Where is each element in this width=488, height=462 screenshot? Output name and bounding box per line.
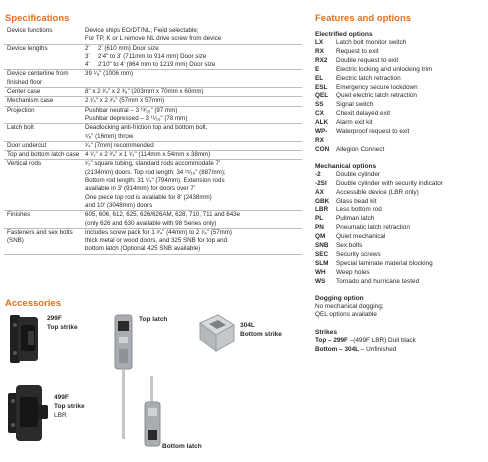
option-row	[315, 233, 485, 242]
option-description: Double cylinder	[336, 170, 381, 178]
spec-row	[4, 97, 302, 106]
spec-length-desc: 2' (610 mm) Door size	[98, 44, 159, 52]
top-latch-name: Top latch	[139, 316, 168, 323]
strike-bottom-detail: – Unfinished	[359, 346, 397, 354]
option-row	[315, 215, 485, 224]
option-description: Double request to exit	[336, 56, 399, 64]
spec-value-line: available in 3' (914mm) for doors over 7'	[85, 185, 196, 193]
features-panel	[315, 30, 485, 355]
spec-label: Center case	[7, 88, 41, 96]
bottom-latch-image	[142, 376, 164, 448]
spec-length-desc: 2'10" to 4' (864 mm to 1219 mm) Door size	[98, 61, 216, 69]
option-code: RX2	[315, 56, 328, 64]
electrified-options-title: Electrified options	[315, 31, 373, 38]
spec-row	[4, 107, 302, 125]
accessories-heading: Accessories	[5, 298, 61, 309]
spec-label: Latch bolt	[7, 124, 34, 132]
option-row	[315, 198, 485, 207]
spec-value	[84, 45, 302, 70]
option-row	[315, 171, 485, 180]
option-row	[315, 128, 485, 146]
spec-row	[4, 45, 302, 71]
bottom-strike-304l-code: 304L	[240, 322, 255, 329]
option-code: CON	[315, 145, 330, 153]
option-description: Alarm exit kit	[336, 119, 373, 127]
option-code: ALK	[315, 119, 329, 127]
spec-row	[4, 88, 302, 97]
option-row	[315, 39, 485, 48]
option-code: -2	[315, 170, 321, 178]
option-code: QEL	[315, 92, 329, 100]
spec-value	[84, 151, 302, 159]
option-description: Emergency secure lockdown	[336, 83, 418, 91]
spec-length-code: 3'	[85, 52, 90, 60]
option-code: CX	[315, 110, 324, 118]
spec-row	[4, 229, 302, 255]
option-description: Request to exit	[336, 47, 379, 55]
option-row	[315, 206, 485, 215]
features-heading: Features and options	[315, 13, 412, 24]
spec-length-line	[85, 45, 302, 53]
option-row	[315, 269, 485, 278]
option-description: Accessible device (LBR only)	[336, 188, 419, 196]
option-description: Chexit delayed exit	[336, 110, 390, 118]
top-strike-299f-image	[6, 313, 42, 365]
spec-label: Finishes	[7, 211, 31, 219]
electrified-options-list	[315, 39, 485, 155]
dogging-line: No mechanical dogging;	[315, 302, 384, 310]
option-description: Glass bead kit	[336, 197, 377, 205]
option-description: Tornado and hurricane tested	[336, 277, 420, 285]
option-row	[315, 180, 485, 189]
spec-value-line: (only 626 and 630 available with 98 Series only)	[85, 219, 217, 227]
spec-value-line: thick metal or wood doors, and 325 SNB for top and	[85, 237, 228, 245]
spec-row	[4, 160, 302, 211]
spec-value-line: Bottom rod length: 31 ¹⁄₄" (794mm). Extension rods	[85, 177, 225, 185]
option-row	[315, 251, 485, 260]
spec-value-line: and 10' (3048mm) doors	[85, 201, 153, 209]
spec-value-line: One piece top rod is available for 8' (2438mm)	[85, 193, 212, 201]
option-code: QM	[315, 233, 326, 241]
spec-value-line: ¹⁄₄" (7mm) recommended	[85, 141, 154, 149]
option-row	[315, 92, 485, 101]
spec-row	[4, 151, 302, 160]
spec-value	[84, 107, 302, 124]
spec-label: Mechanism case	[7, 97, 54, 105]
option-code: WP-RX	[315, 128, 328, 144]
spec-length-line	[85, 53, 302, 61]
option-code: AX	[315, 188, 324, 196]
option-code: E	[315, 65, 320, 73]
option-code: GBK	[315, 197, 330, 205]
top-strike-499f-name: Top strike	[54, 403, 85, 410]
option-row	[315, 57, 485, 66]
spec-row	[4, 124, 302, 142]
spec-value-line: ¹⁄₂" square tubing, standard rods accommodate 7'	[85, 160, 221, 168]
bottom-strike-304l-image	[194, 313, 236, 353]
spec-label: Projection	[7, 106, 35, 114]
spec-value-line: Includes screw pack for 1 ³⁄₄" (44mm) to 2 ¹⁄₄" (57mm)	[85, 228, 232, 236]
spec-value	[84, 97, 302, 105]
spec-value	[84, 160, 302, 210]
spec-value-line: 605, 606, 612, 625, 626/626AM, 628, 710, 711 and 643e	[85, 211, 241, 219]
option-description: Special laminate material blocking	[336, 259, 433, 267]
option-row	[315, 110, 485, 119]
option-row	[315, 101, 485, 110]
bottom-latch-name: Bottom latch	[162, 443, 202, 450]
option-row	[315, 242, 485, 251]
spec-value-line: bottom latch (Optional 425 SNB available)	[85, 245, 201, 253]
spec-row	[4, 27, 302, 45]
strikes-title: Strikes	[315, 329, 337, 337]
specifications-table	[4, 27, 302, 255]
option-code: ESL	[315, 83, 328, 91]
option-description: Weep holes	[336, 268, 370, 276]
option-row	[315, 119, 485, 128]
option-description: Double cylinder with security indicator	[336, 179, 443, 187]
option-description: Pneumatic latch retraction	[336, 224, 410, 232]
option-description: Electric locking and unlocking trim	[336, 65, 433, 73]
option-code: EL	[315, 74, 324, 82]
top-strike-499f-note: LBR	[54, 412, 67, 419]
option-row	[315, 224, 485, 233]
spec-value-line: For TP, K or L remove NL drive screw from device	[85, 35, 222, 43]
option-description: Allegion Connect	[336, 145, 385, 153]
spec-label: Top and bottom latch case	[7, 151, 80, 159]
spec-value-line: Pushbar depressed – 3 ¹¹⁄₁₆" (78 mm)	[85, 114, 188, 122]
option-code: WH	[315, 268, 326, 276]
option-row	[315, 66, 485, 75]
spec-label: Device functions	[7, 27, 53, 34]
option-description: Quiet mechanical	[336, 233, 386, 241]
spec-row	[4, 70, 302, 88]
specifications-heading: Specifications	[5, 13, 70, 24]
strike-line-bottom	[315, 346, 485, 355]
spec-value-line: 8" x 2 ³⁄₄" x 2 ³⁄₈" (203mm x 70mm x 60mm)	[85, 88, 204, 96]
dogging-option-title: Dogging option	[315, 294, 364, 302]
option-row	[315, 189, 485, 198]
option-code: RX	[315, 47, 324, 55]
mechanical-options-title: Mechanical options	[315, 162, 377, 170]
spec-value-line: 4 ¹⁄₂" x 2 ³⁄₄" x 1 ¹⁄₂" (114mm x 54mm x 38mm)	[85, 151, 211, 159]
spec-label: Device centerline from finished floor	[7, 70, 69, 86]
option-code: SEC	[315, 250, 329, 258]
top-latch-image	[112, 313, 136, 441]
option-code: SLM	[315, 259, 329, 267]
spec-label: Vertical rods	[7, 160, 42, 168]
spec-label: Door undercut	[7, 141, 47, 149]
spec-value	[84, 27, 302, 44]
option-description: Electric latch retraction	[336, 74, 401, 82]
option-row	[315, 278, 485, 287]
option-row	[315, 84, 485, 93]
spec-value-line: ⁵⁄₈" (16mm) throw	[85, 132, 134, 140]
option-code: LX	[315, 39, 324, 46]
top-strike-299f-code: 299F	[47, 315, 62, 322]
spec-label: Device lengths	[7, 44, 48, 52]
option-row	[315, 260, 485, 269]
option-code: WS	[315, 277, 326, 285]
option-description: Latch bolt monitor switch	[336, 39, 407, 46]
spec-value	[84, 211, 302, 228]
spec-value	[84, 124, 302, 141]
mechanical-options-list	[315, 171, 485, 287]
option-code: SNB	[315, 242, 329, 250]
option-code: PL	[315, 215, 324, 223]
spec-value	[84, 70, 302, 87]
spec-value-line: Device ships EO/DT/NL; Field selectable;	[85, 27, 199, 34]
option-description: Waterproof request to exit	[336, 128, 410, 136]
spec-value-line: (2134mm) doors. Top rod length: 34 ¹⁵⁄₁₆" (887mm);	[85, 168, 226, 176]
spec-length-line	[85, 61, 302, 69]
spec-length-code: 2'	[85, 44, 90, 52]
option-description: Sex bolts	[336, 242, 363, 250]
spec-label: Fasteners and sex bolts (SNB)	[7, 228, 73, 245]
option-row	[315, 146, 485, 155]
spec-row	[4, 142, 302, 151]
spec-value	[84, 229, 302, 254]
spec-value-line: 2 ¹⁄₄" x 2 ³⁄₄" (57mm x 57mm)	[85, 97, 165, 105]
option-description: Signal switch	[336, 101, 374, 109]
top-strike-499f-code: 499F	[54, 394, 69, 401]
spec-value	[84, 88, 302, 96]
option-code: LBR	[315, 206, 329, 214]
spec-value-line: Pushbar neutral – 3 ¹³⁄₁₆" (97 mm)	[85, 106, 178, 114]
strike-line-top	[315, 337, 485, 346]
option-code: SS	[315, 101, 324, 109]
spec-value-line: Deadlocking anti-friction top and bottom bolt,	[85, 124, 208, 132]
strike-bottom-code: Bottom – 304L	[315, 346, 360, 354]
option-description: Quiet electric latch retraction	[336, 92, 417, 100]
option-description: Pullman latch	[336, 215, 375, 223]
spec-length-code: 4'	[85, 61, 90, 69]
top-strike-499f-image	[6, 383, 50, 445]
option-code: PN	[315, 224, 324, 232]
option-description: Security screws	[336, 250, 381, 258]
spec-value-line: 39 ¹⁄₈" (1006 mm)	[85, 70, 134, 78]
spec-length-desc: 2'4" to 3' (711mm to 914 mm) Door size	[98, 52, 207, 60]
option-description: Less bottom rod	[336, 206, 382, 214]
spec-row	[4, 211, 302, 229]
dogging-line: QEL options available	[315, 311, 377, 319]
option-code: -2SI	[315, 179, 327, 187]
strike-top-code: Top – 299F	[315, 337, 348, 345]
bottom-strike-304l-name: Bottom strike	[240, 331, 282, 338]
option-row	[315, 75, 485, 84]
option-row	[315, 48, 485, 57]
top-strike-299f-name: Top strike	[47, 324, 78, 331]
strike-top-detail: –(499F LBR) Dull black	[347, 337, 416, 345]
spec-value	[84, 142, 302, 150]
